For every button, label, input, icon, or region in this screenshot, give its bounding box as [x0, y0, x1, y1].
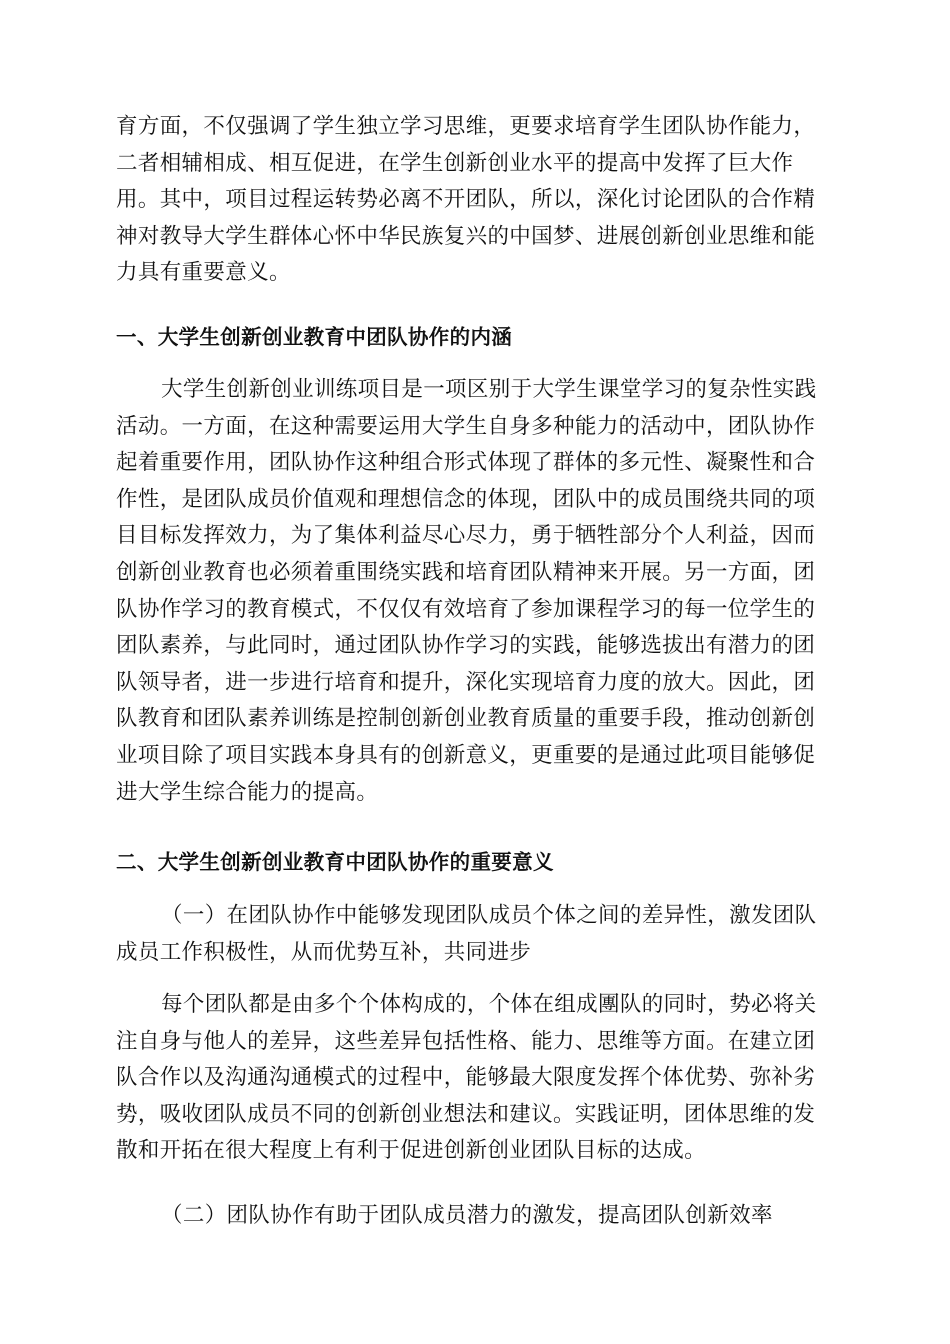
text-line: 育方面，不仅强调了学生独立学习思维，更要求培育学生团队协作能力， [116, 114, 816, 139]
text-line: 神对教导大学生群体心怀中华民族复兴的中国梦、进展创新创业思维和能 [116, 223, 816, 249]
text-line: 大学生创新创业训练项目是一项区别于大学生课堂学习的复杂性实践 [161, 377, 817, 402]
heading-text: 一、大学生创新创业教育中团队协作的内涵 [116, 325, 513, 349]
text-line: 队协作学习的教育模式，不仅仅有效培育了参加课程学习的每一位学生的 [116, 596, 816, 622]
text-line: 起着重要作用，团队协作这种组合形式体现了群体的多元性、凝聚性和合 [116, 450, 816, 476]
subsection-heading-2 [116, 1198, 836, 1235]
subsection-heading-1 [116, 898, 836, 971]
section-heading-2 [116, 844, 836, 881]
text-line: 活动。一方面，在这种需要运用大学生自身多种能力的活动中，团队协作 [116, 413, 816, 439]
text-line: 目目标发挥效力，为了集体利益尽心尽力，勇于牺牲部分个人利益，因而 [116, 523, 816, 549]
paragraph-connotation [116, 372, 836, 811]
text-line: 队领导者，进一步进行培育和提升，深化实现培育力度的放大。因此，团 [116, 669, 816, 695]
text-line: （一）在团队协作中能够发现团队成员个体之间的差异性，激发团队 [161, 903, 817, 928]
text-line: 每个团队都是由多个个体构成的，个体在组成團队的同时，势必将关 [161, 992, 817, 1017]
section-heading-1 [116, 319, 836, 356]
text-line: 业项目除了项目实践本身具有的创新意义，更重要的是通过此项目能够促 [116, 742, 816, 768]
text-line: 队教育和团队素养训练是控制创新创业教育质量的重要手段，推动创新创 [116, 706, 816, 732]
text-line: 创新创业教育也必须着重围绕实践和培育团队精神来开展。另一方面，团 [116, 559, 816, 585]
text-line: 用。其中，项目过程运转势必离不开团队，所以，深化讨论团队的合作精 [116, 187, 816, 213]
text-line: 注自身与他人的差异，这些差异包括性格、能力、思维等方面。在建立团 [116, 1028, 816, 1054]
text-line: 散和开拓在很大程度上有利于促进创新创业团队目标的达成。 [116, 1138, 706, 1164]
heading-text: 二、大学生创新创业教育中团队协作的重要意义 [116, 850, 554, 874]
text-line: 队合作以及沟通沟通模式的过程中，能够最大限度发挥个体优势、弥补劣 [116, 1065, 816, 1091]
paragraph-intro-continued [116, 109, 836, 292]
text-line: 二者相辅相成、相互促进，在学生创新创业水平的提高中发挥了巨大作 [116, 150, 794, 176]
paragraph-differences [116, 987, 836, 1170]
text-line: 力具有重要意义。 [116, 260, 291, 286]
text-line: 成员工作积极性，从而优势互补，共同进步 [116, 939, 532, 965]
text-line: 进大学生综合能力的提高。 [116, 779, 379, 805]
text-line: （二）团队协作有助于团队成员潜力的激发，提高团队创新效率 [161, 1203, 773, 1228]
text-line: 势，吸收团队成员不同的创新创业想法和建议。实践证明，团体思维的发 [116, 1101, 816, 1127]
text-line: 团队素养，与此同时，通过团队协作学习的实践，能够选拔出有潜力的团 [116, 633, 816, 659]
text-line: 作性，是团队成员价值观和理想信念的体现，团队中的成员围绕共同的项 [116, 486, 816, 512]
